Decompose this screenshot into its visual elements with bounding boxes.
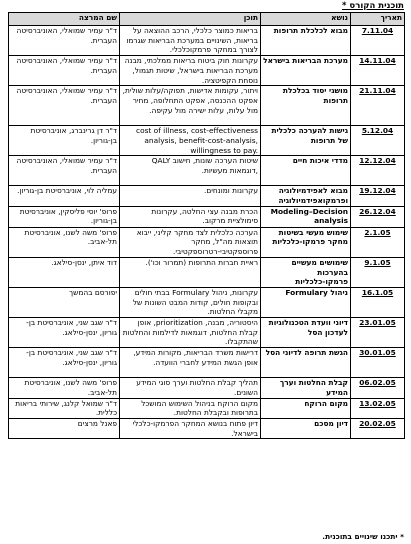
row-lecturer: פרופ' משה לשנו, אוניברסיטת תל-אביב. — [9, 378, 120, 398]
row-date: 9.1.05 — [351, 257, 405, 287]
row-topic: דיוני וועדת הטכנולוגיות לעדכון הסל — [261, 318, 351, 348]
row-content: עקרונות חוק ביטוח בריאות ממלכתי, מבנה מערכת הבריאות בישראל, שיטות תגמול, נוסחת הקפיטציה. — [120, 56, 261, 86]
row-date: 19.12.04 — [351, 186, 405, 206]
row-content: מקום הרוקח בניהול השימוש המושכל בתרופות ובקבלת החלטות. — [120, 398, 261, 418]
row-topic: מדדי איכות חיים — [261, 156, 351, 186]
header-topic: נושא — [261, 13, 351, 26]
row-lecturer: יפורסם בהמשך — [9, 287, 120, 317]
row-lecturer: דוד איתן, ינסן-סילאג. — [9, 257, 120, 287]
row-topic: מבוא לכלכלת תרופות — [261, 26, 351, 56]
row-topic: מושגי יסוד בכלכלת תרופות — [261, 86, 351, 126]
row-topic: שימושים מעשיים בהערכות פרמקו-כלכליות — [261, 257, 351, 287]
row-content: ויתור, עקומות אדישות, תפוקה/עלות שולית, אפקט ההכנסה, אפקט התחלופה, מחיר מול עלות, עלות ישירה מול עקיפה. — [120, 86, 261, 126]
row-content: הערכה כלכלית לצד מחקר קליני, ייבוא תוצאות מה"ל, מחקר פרוספקטיבי-רטרוספקטיבי. — [120, 227, 261, 257]
row-topic: ניהול Formulary — [261, 287, 351, 317]
row-lecturer: ד"ר שגב שני, אוניברסיטת בן- גוריון, ינסן-סילאג. — [9, 348, 120, 378]
row-content: עקרונות, ניהול Formulary בבתי חולים ובקופות חולים, קודות המבט השונות של מקבלי החלטות. — [120, 287, 261, 317]
row-lecturer: ד"ר עמיר שמואלי, האוניברסיטה העברית. — [9, 156, 120, 186]
row-date: 21.11.04 — [351, 86, 405, 126]
table-row — [9, 26, 405, 56]
table-header-row — [9, 13, 405, 26]
row-lecturer: פרופ' יוסי פליסקין, אוניברסיטת בן-גוריון. — [9, 206, 120, 227]
row-topic: קבלת החלטות וערך המידע — [261, 378, 351, 398]
row-lecturer: פרופ' משה לשנו, אוניברסיטת תל-אביב. — [9, 227, 120, 257]
row-date: 2.1.05 — [351, 227, 405, 257]
row-content: ראיית חברות התרופות (תמרור וכו'). — [120, 257, 261, 287]
table-row — [9, 126, 405, 156]
table-row — [9, 378, 405, 398]
header-content: תוכן — [120, 13, 261, 26]
table-row — [9, 287, 405, 317]
row-content: שיטות הערכה שונות, חישוב QALY ,דוגמאות מעשיות. — [120, 156, 261, 186]
row-date: 12.12.04 — [351, 156, 405, 186]
table-row — [9, 156, 405, 186]
row-topic: גישות להערכה כלכלית של תרופות — [261, 126, 351, 156]
table-row — [9, 257, 405, 287]
row-date: 20.02.05 — [351, 418, 405, 438]
schedule-rows — [9, 26, 405, 439]
row-lecturer: ד"ר עמיר שמואלי, האוניברסיטה העברית. — [9, 86, 120, 126]
table-row — [9, 348, 405, 378]
header-date: תאריך — [351, 13, 405, 26]
row-date: 23.01.05 — [351, 318, 405, 348]
row-date: 06.02.05 — [351, 378, 405, 398]
row-topic: Modeling–Decision analysis — [261, 206, 351, 227]
row-topic: מקום הרוקח — [261, 398, 351, 418]
row-topic: הגשת תרופה לדיוני הסל — [261, 348, 351, 378]
row-date: 14.11.04 — [351, 56, 405, 86]
table-row — [9, 398, 405, 418]
row-content: היסטוריה, מבנה, prioritization, אופן קבלת החלטות, דוגמאות לדילמות והחלטות שהתקבלו. — [120, 318, 261, 348]
row-lecturer: ד"ר עמיר שמואלי, האוניברסיטה העברית. — [9, 26, 120, 56]
row-date: 5.12.04 — [351, 126, 405, 156]
row-content: תהליך קבלת החלטות וערך סוגי המידע השונים. — [120, 378, 261, 398]
row-topic: דיון מסכם — [261, 418, 351, 438]
row-date: 16.1.05 — [351, 287, 405, 317]
row-content: בריאות כמוצר כלכלי, הרכב ההוצאה על בריאות, השינויים במערכת הבריאות שגרמו לצורך במחקר פרמקוכלכלי. — [120, 26, 261, 56]
row-date: 30.01.05 — [351, 348, 405, 378]
table-row — [9, 227, 405, 257]
row-lecturer: עמליה לוי, אוניברסיטת בן-גוריון. — [9, 186, 120, 206]
header-lecturer: שם המרצה — [9, 13, 120, 26]
row-content: cost of illness, cost-effectiveness analysis, benefit-cost-analysis, willingness to pay. — [120, 126, 261, 156]
row-date: 26.12.04 — [351, 206, 405, 227]
table-row — [9, 56, 405, 86]
schedule-table — [8, 12, 405, 439]
row-lecturer: ד"ר דן גרינברג, אוניברסיטת בן-גוריון. — [9, 126, 120, 156]
row-content: עקרונות ומונחים. — [120, 186, 261, 206]
row-topic: מבוא לאפידמיולוגיה ופרמקואפידמיולוגיה — [261, 186, 351, 206]
row-content: הכרת מבנה עצי החלטה, עקרונות סימולציית מרקוב. — [120, 206, 261, 227]
row-topic: מערכת הבריאות בישראל — [261, 56, 351, 86]
row-lecturer: ד"ר שמואל קלנג, שירותי בריאות כללית. — [9, 398, 120, 418]
table-row — [9, 186, 405, 206]
row-lecturer: ד"ר עמיר שמואלי, האוניברסיטה העברית. — [9, 56, 120, 86]
row-date: 7.11.04 — [351, 26, 405, 56]
row-topic: שימוש מעשי בשיטות מחקר פרמקו-כלכליות — [261, 227, 351, 257]
table-row — [9, 86, 405, 126]
table-row — [9, 318, 405, 348]
row-content: דרישות משרד הבריאות, מקורות המידע, אופן הגשת המידע לחברי הוועדה. — [120, 348, 261, 378]
row-lecturer: פאנל מרצים — [9, 418, 120, 438]
row-content: דיון פתוח בנושא המחקר הפרמקו-כלכלי בישראל. — [120, 418, 261, 438]
row-lecturer: ד"ר שגב שני, אוניברסיטת בן- גוריון, ינסן-סילאג. — [9, 318, 120, 348]
footnote: * יתכנו שינויים בתוכנית. — [322, 532, 404, 541]
row-date: 13.02.05 — [351, 398, 405, 418]
table-row — [9, 206, 405, 227]
document-title: תוכנית הקורס * — [342, 1, 404, 11]
table-row — [9, 418, 405, 438]
